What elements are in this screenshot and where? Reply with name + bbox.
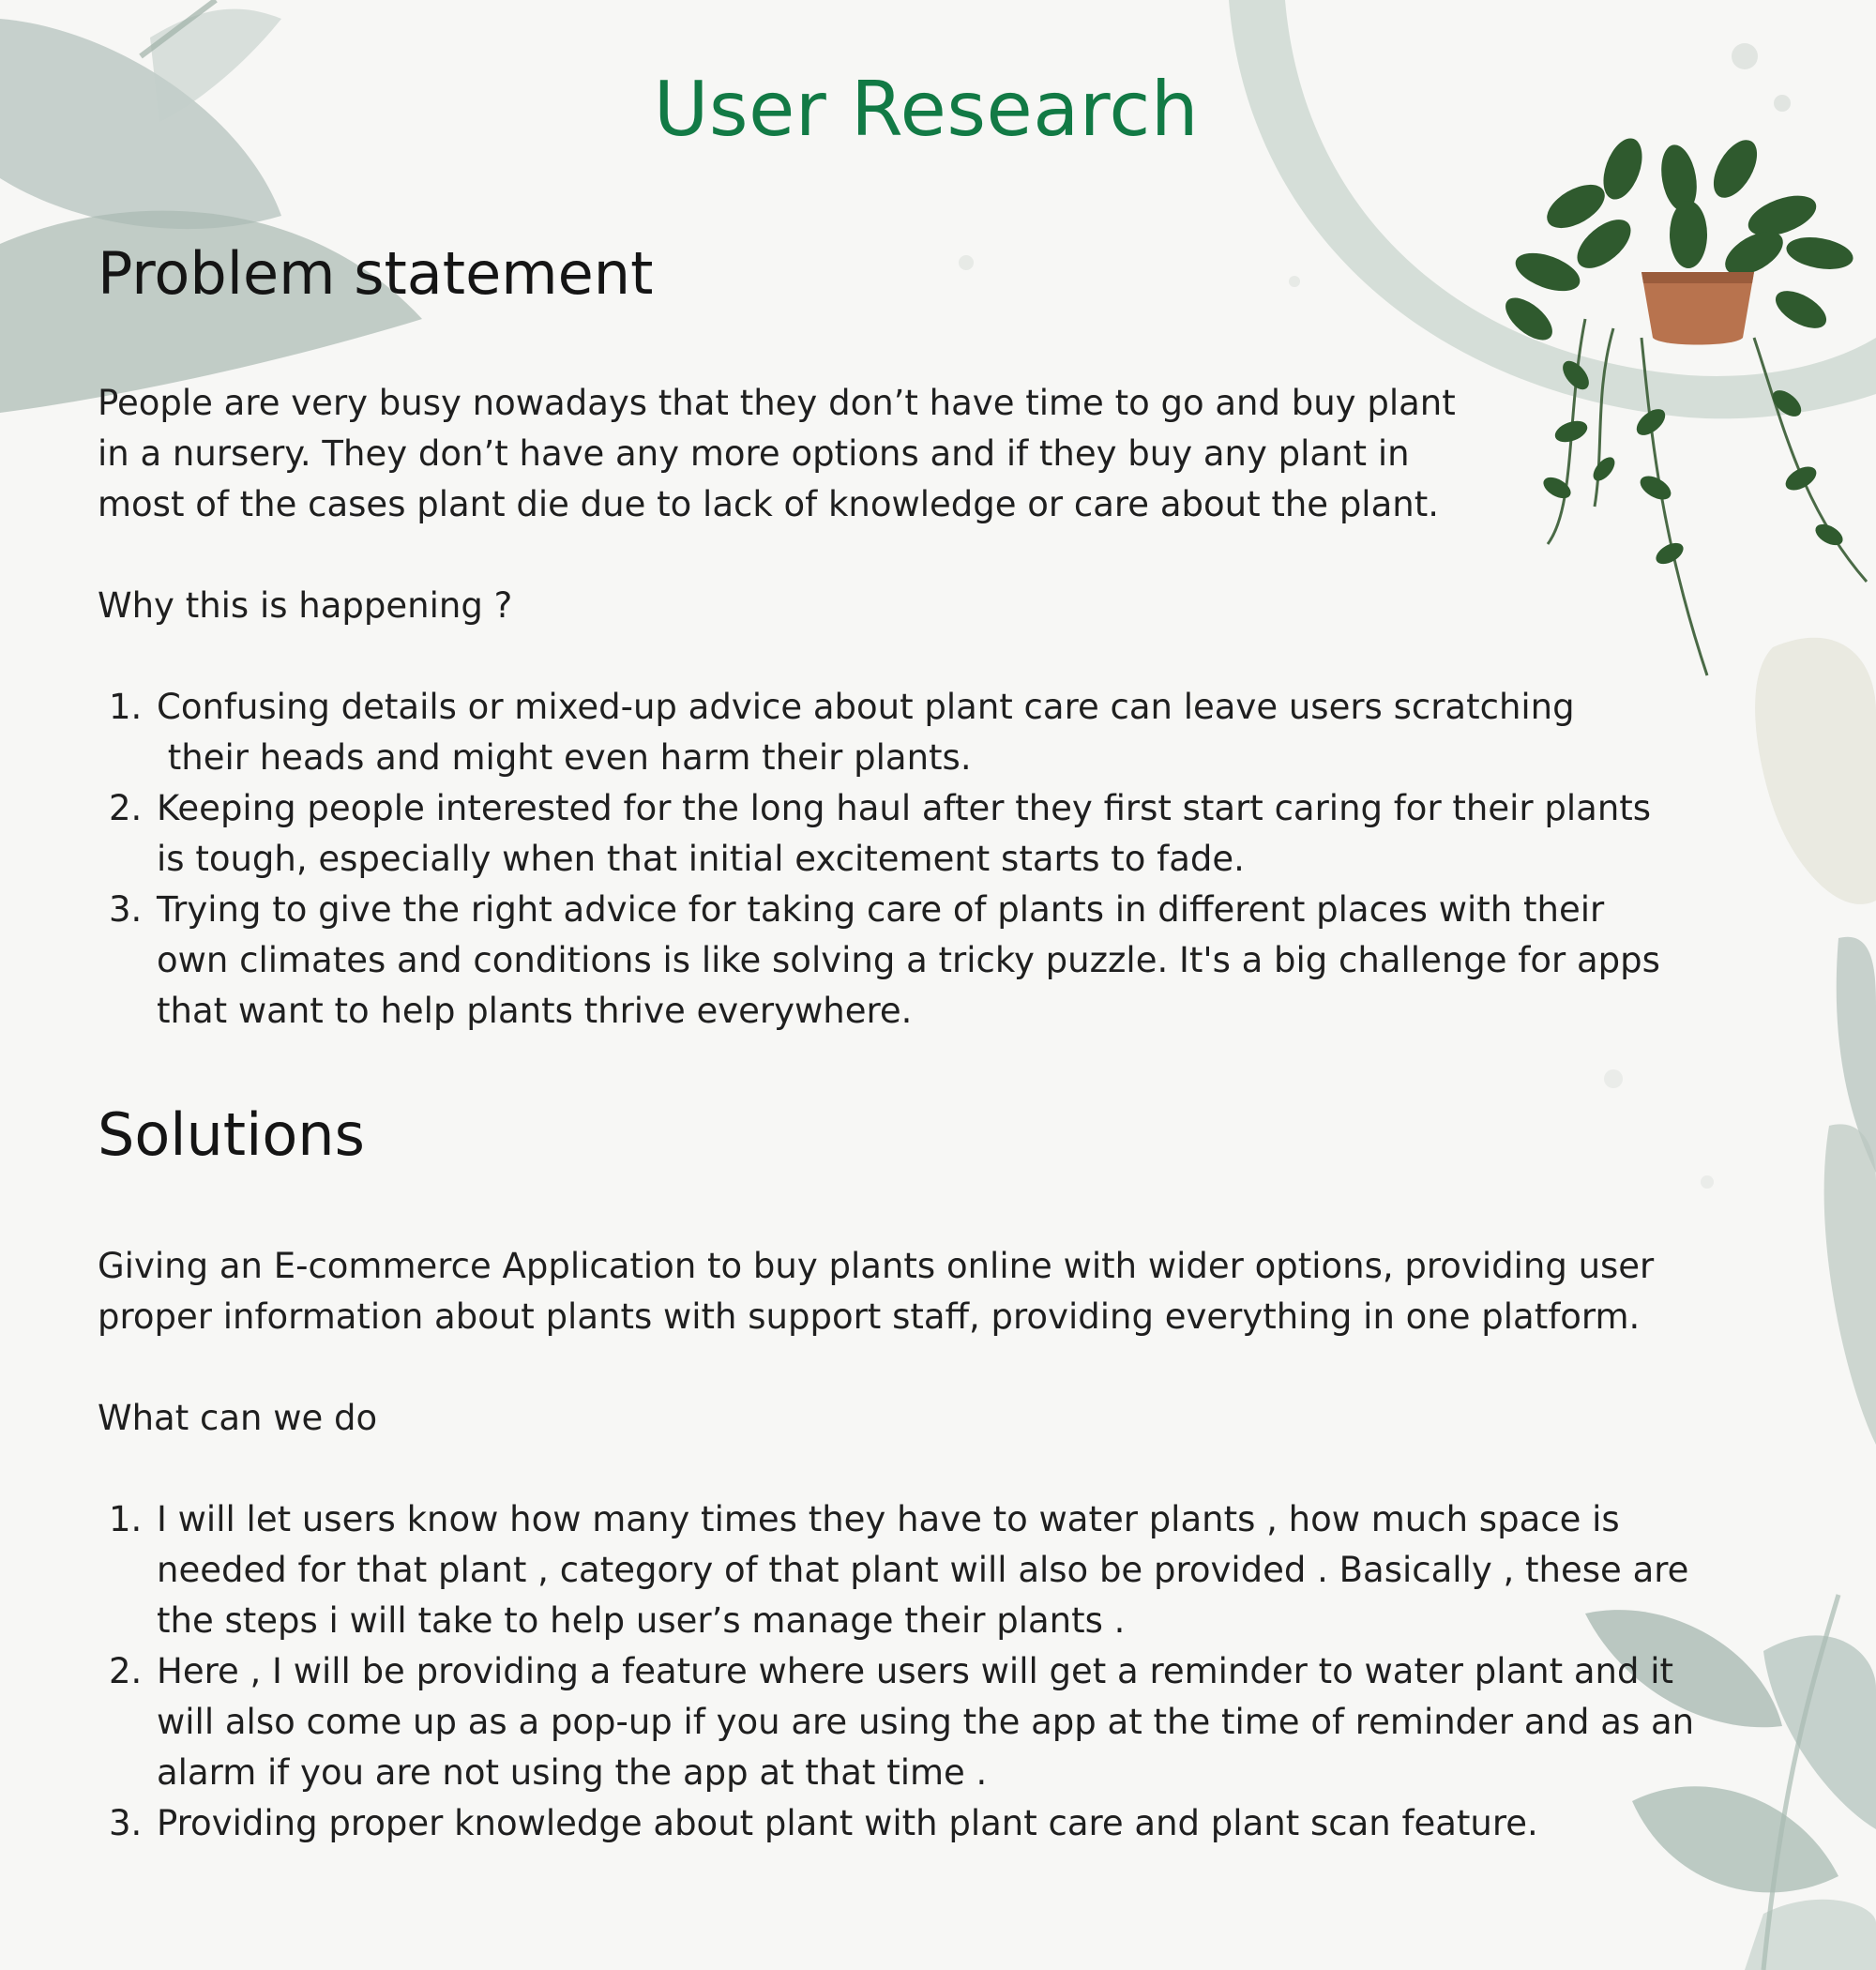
list-item-line: Confusing details or mixed-up advice about plant care can leave users scratching (157, 687, 1575, 727)
solutions-paragraph (98, 1241, 1654, 1342)
list-item-number: 3. (109, 889, 143, 930)
list-item-line: will also come up as a pop-up if you are using the app at the time of reminder and as an (157, 1702, 1695, 1742)
problem-paragraph-line: People are very busy nowadays that they don’t have time to go and buy plant (98, 383, 1456, 423)
problem-paragraph-line: most of the cases plant die due to lack of knowledge or care about the plant. (98, 484, 1439, 524)
list-item-number: 3. (109, 1803, 143, 1843)
problem-paragraph (98, 378, 1456, 530)
page-title: User Research (653, 66, 1200, 153)
list-item-line: that want to help plants thrive everywhere. (157, 991, 913, 1031)
problem-statement-heading: Problem statement (98, 239, 654, 308)
list-item-line: is tough, especially when that initial excitement starts to fade. (157, 839, 1245, 879)
list-item-line: Trying to give the right advice for taking care of plants in different places with their (157, 889, 1605, 930)
list-item-line: their heads and might even harm their plants. (157, 737, 972, 778)
why-subheading: Why this is happening ? (98, 585, 513, 626)
list-item (98, 1494, 1694, 1646)
list-item (98, 783, 1660, 885)
solutions-list (98, 1494, 1694, 1849)
what-can-we-do-subheading: What can we do (98, 1398, 378, 1438)
list-item-line: own climates and conditions is like solving a tricky puzzle. It's a big challenge for apps (157, 940, 1660, 980)
list-item (98, 682, 1660, 783)
plant-leaves (1501, 133, 1855, 568)
list-item-number: 2. (109, 788, 143, 828)
list-item-line: Keeping people interested for the long haul after they first start caring for their plants (157, 788, 1652, 828)
list-item-line: needed for that plant , category of that plant will also be provided . Basically , these are (157, 1550, 1689, 1590)
list-item (98, 1646, 1694, 1798)
problem-paragraph-line: in a nursery. They don’t have any more options and if they buy any plant in (98, 433, 1410, 474)
problem-causes-list (98, 682, 1660, 1037)
list-item-line: Providing proper knowledge about plant with plant care and plant scan feature. (157, 1803, 1538, 1843)
plant-vines (1548, 319, 1867, 675)
list-item-line: I will let users know how many times they have to water plants , how much space is (157, 1499, 1620, 1539)
list-item-number: 2. (109, 1651, 143, 1691)
list-item-line: the steps i will take to help user’s manage their plants . (157, 1600, 1126, 1641)
list-item-number: 1. (109, 1499, 143, 1539)
solutions-heading: Solutions (98, 1100, 365, 1169)
hanging-plant-icon (1501, 113, 1876, 694)
list-item-line: alarm if you are not using the app at that time . (157, 1752, 988, 1793)
list-item-number: 1. (109, 687, 143, 727)
list-item-line: Here , I will be providing a feature where users will get a reminder to water plant and it (157, 1651, 1674, 1691)
solutions-paragraph-line: proper information about plants with support staff, providing everything in one platform. (98, 1296, 1641, 1337)
solutions-paragraph-line: Giving an E-commerce Application to buy plants online with wider options, providing user (98, 1246, 1655, 1286)
list-item (98, 1798, 1694, 1849)
list-item (98, 885, 1660, 1037)
